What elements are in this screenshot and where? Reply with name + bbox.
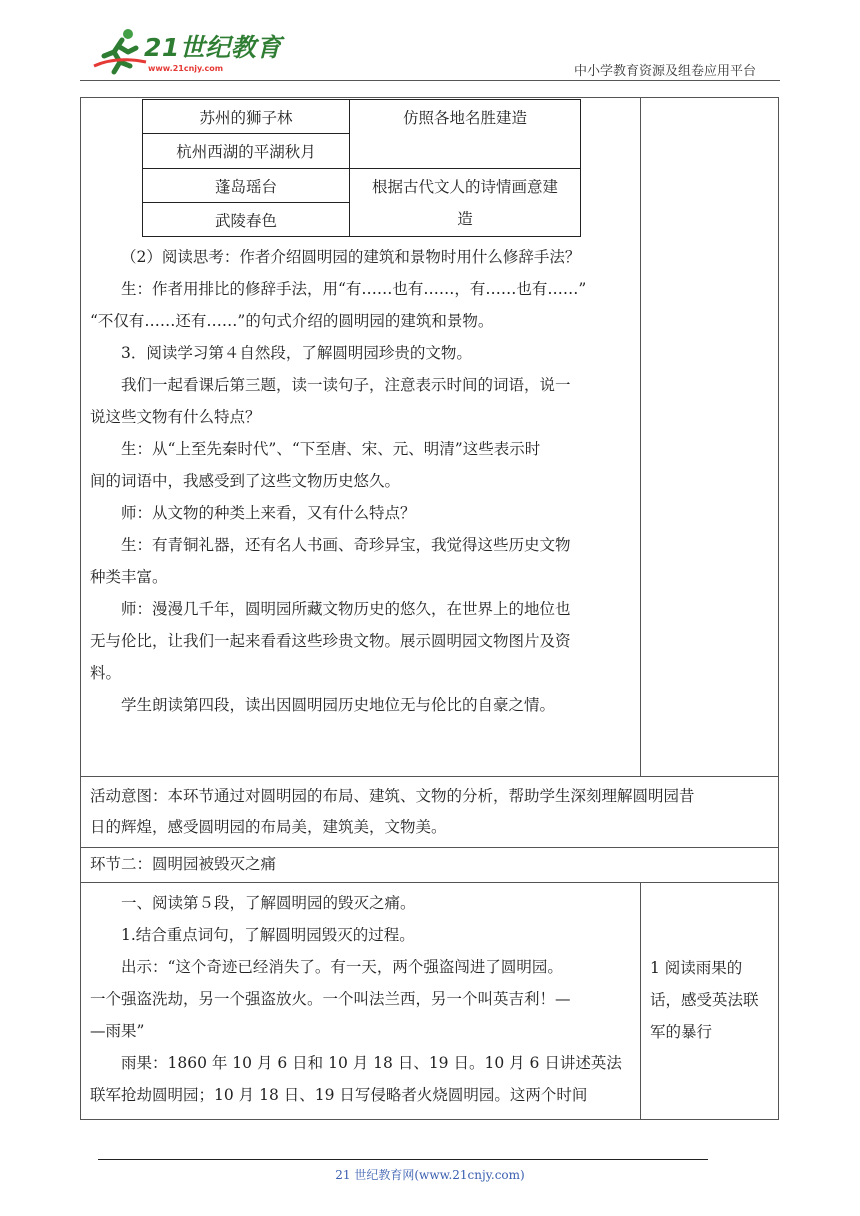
row-divider-3 xyxy=(80,882,778,883)
page-header xyxy=(0,0,860,80)
paragraph: 1.结合重点词句，了解圆明园毁灭的过程。 xyxy=(121,926,415,944)
side-note-line: 1 阅读雨果的 xyxy=(650,959,743,977)
paragraph: 生：有青铜礼器，还有名人书画、奇珍异宝，我觉得这些历史文物 xyxy=(121,536,571,554)
paragraph: 我们一起看课后第三题，读一读句子，注意表示时间的词语，说一 xyxy=(121,376,571,394)
paragraph: —雨果” xyxy=(90,1022,145,1040)
table-cell: 仿照各地名胜建造 xyxy=(350,100,581,169)
logo-url: www.21cnjy.com xyxy=(148,64,224,73)
paragraph: 雨果：1860 年 10 月 6 日和 10 月 18 日、19 日。10 月 6 日讲述英法 xyxy=(121,1054,622,1072)
paragraph: 师：漫漫几千年，圆明园所藏文物历史的悠久，在世界上的地位也 xyxy=(121,600,571,618)
page-footer: 21 世纪教育网(www.21cnjy.com) xyxy=(335,1168,525,1182)
paragraph: 料。 xyxy=(90,664,122,682)
table-top-border xyxy=(80,97,778,98)
paragraph: “不仅有……还有……”的句式介绍的圆明园的建筑和景物。 xyxy=(90,312,494,330)
runner-logo-icon xyxy=(92,26,152,76)
activity-intent xyxy=(90,781,780,843)
column-divider-2 xyxy=(640,882,641,1120)
column-divider-1 xyxy=(640,97,641,776)
logo xyxy=(92,26,282,76)
side-note xyxy=(650,952,776,1048)
row-divider-1 xyxy=(80,776,778,777)
side-note-line: 军的暴行 xyxy=(650,1023,713,1041)
table-cell: 蓬岛瑶台 xyxy=(143,169,350,203)
table-left-border xyxy=(80,97,81,1120)
paragraph: 间的词语中，我感受到了这些文物历史悠久。 xyxy=(90,472,401,490)
paragraph: 一、阅读第５段，了解圆明园的毁灭之痛。 xyxy=(121,894,416,912)
table-row xyxy=(143,169,581,203)
paragraph: 生：从“上至先秦时代”、“下至唐、宋、元、明清”这些表示时 xyxy=(121,440,541,458)
table-cell: 杭州西湖的平湖秋月 xyxy=(143,134,350,169)
stage2-title: 环节二：圆明园被毁灭之痛 xyxy=(90,855,277,873)
table-bottom-border xyxy=(80,1119,778,1120)
paragraph: 师：从文物的种类上来看，又有什么特点？ xyxy=(121,504,416,522)
activity-intent-line: 活动意图：本环节通过对圆明园的布局、建筑、文物的分析，帮助学生深刻理解圆明园昔 xyxy=(90,787,695,805)
table-cell xyxy=(350,169,581,237)
platform-name: 中小学教育资源及组卷应用平台 xyxy=(573,64,756,79)
gardens-table xyxy=(142,99,581,237)
paragraph: 3．阅读学习第４自然段，了解圆明园珍贵的文物。 xyxy=(121,344,472,362)
paragraph: 种类丰富。 xyxy=(90,568,168,586)
table-cell: 苏州的狮子林 xyxy=(143,100,350,134)
paragraph: （2）阅读思考：作者介绍圆明园的建筑和景物时用什么修辞手法？ xyxy=(121,248,581,266)
paragraph: 生：作者用排比的修辞手法，用“有……也有……，有……也有……” xyxy=(121,280,587,298)
side-note-line: 话，感受英法联 xyxy=(650,991,759,1009)
logo-text: 21世纪教育 xyxy=(144,33,282,62)
footer-divider xyxy=(98,1159,708,1160)
section2-content xyxy=(90,887,640,1111)
table-row xyxy=(143,100,581,134)
table-right-border xyxy=(778,97,779,1120)
section1-content xyxy=(90,241,640,721)
table-cell-line: 根据古代文人的诗情画意建 xyxy=(371,177,558,196)
table-cell: 武陵春色 xyxy=(143,203,350,237)
paragraph: 联军抢劫圆明园；10 月 18 日、19 日写侵略者火烧圆明园。这两个时间 xyxy=(90,1086,588,1104)
paragraph: 说这些文物有什么特点？ xyxy=(90,408,261,426)
table-cell-line: 造 xyxy=(457,209,473,228)
header-divider xyxy=(80,80,780,81)
paragraph: 一个强盗洗劫，另一个强盗放火。一个叫法兰西，另一个叫英吉利！— xyxy=(90,990,571,1008)
activity-intent-line: 日的辉煌，感受圆明园的布局美，建筑美，文物美。 xyxy=(90,818,447,836)
paragraph: 无与伦比，让我们一起来看看这些珍贵文物。展示圆明园文物图片及资 xyxy=(90,632,571,650)
paragraph: 出示：“这个奇迹已经消失了。有一天，两个强盗闯进了圆明园。 xyxy=(121,958,563,976)
paragraph: 学生朗读第四段，读出因圆明园历史地位无与伦比的自豪之情。 xyxy=(121,696,556,714)
